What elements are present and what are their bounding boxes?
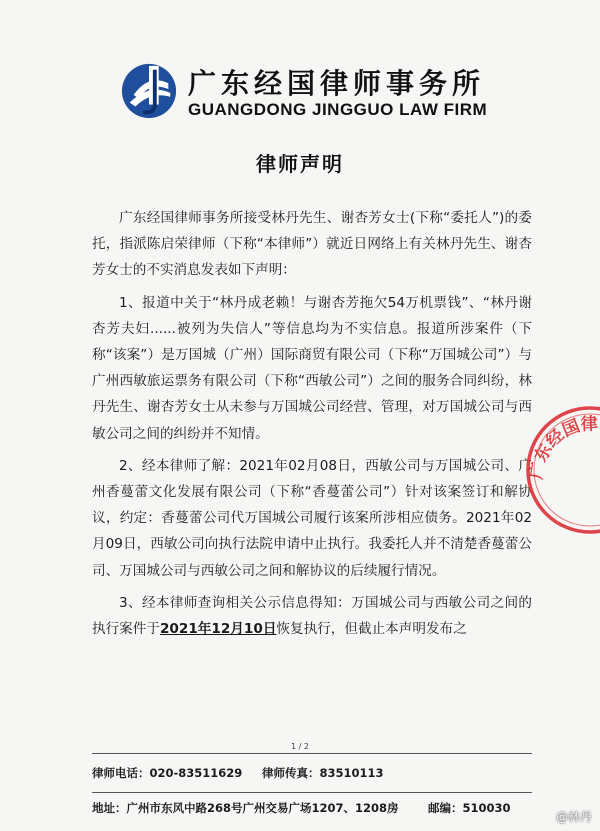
footer-divider-top	[92, 753, 532, 754]
lawyer-fax: 律师传真：83510113	[262, 766, 384, 780]
weibo-watermark: @林丹	[555, 810, 592, 824]
seal-stamp-icon	[520, 400, 600, 540]
footer-contact-line	[92, 765, 384, 781]
statement-item-1: 1、报道中关于“林丹成老赖！与谢杏芳拖欠54万机票钱”、“林丹谢杏芳夫妇......被列为失信人”等信息均为不实信息。报道所涉案件（下称“该案”）是万国城（广州）国际商贸有限公司（下称“万国城公司”）与广州西敏旅运票务有限公司（下称“西敏公司”）之间的服务合同纠纷，林丹先生、谢杏芳女士从未参与万国城公司经营、管理，对万国城公司与西敏公司之间的纠纷并不知情。	[92, 294, 532, 442]
svg-text:广东经国律: 广东经国律	[526, 414, 599, 481]
statement-item-2: 2、经本律师了解：2021年02月08日，西敏公司与万国城公司、广州香蔓蕾文化发展有限公司（下称“香蔓蕾公司”）针对该案签订和解协议，约定：香蔓蕾公司代万国城公司履行该案所涉相应债务。2021年02月09日，西敏公司向执行法院申请中止执行。我委托人并不清楚香蔓蕾公司、万国城公司与西敏公司之间和解协议的后续履行情况。	[92, 457, 532, 579]
firm-name-cn: 广东经国律师事务所	[188, 67, 486, 100]
lawyer-phone: 律师电话：020-83511629	[92, 766, 243, 780]
item-3-tail: 恢复执行，但截止本声明发布之	[276, 621, 467, 638]
firm-address: 地址：广州市东风中路268号广州交易广场1207、1208房	[92, 801, 399, 815]
postcode: 邮编：510030	[428, 801, 511, 815]
document-title: 律师声明	[256, 152, 344, 176]
footer-address-line	[92, 800, 511, 816]
firm-name-en: GUANGDONG JINGGUO LAW FIRM	[188, 100, 488, 119]
document-body	[92, 205, 532, 648]
firm-logo-icon	[120, 62, 178, 120]
footer-divider-bottom	[92, 792, 532, 793]
page-number: 1 / 2	[291, 742, 309, 751]
statement-item-3	[92, 590, 532, 642]
item-3-lead: 3、经本律师查询相关公示信息得知：万国城公司与西敏公司之间的执行案件于	[92, 594, 532, 638]
intro-paragraph: 广东经国律师事务所接受林丹先生、谢杏芳女士(下称“委托人”)的委托，指派陈启荣律师（下称“本律师”）就近日网络上有关林丹先生、谢杏芳女士的不实消息发表如下声明：	[92, 210, 532, 279]
resume-date: 2021年12月10日	[159, 621, 277, 638]
